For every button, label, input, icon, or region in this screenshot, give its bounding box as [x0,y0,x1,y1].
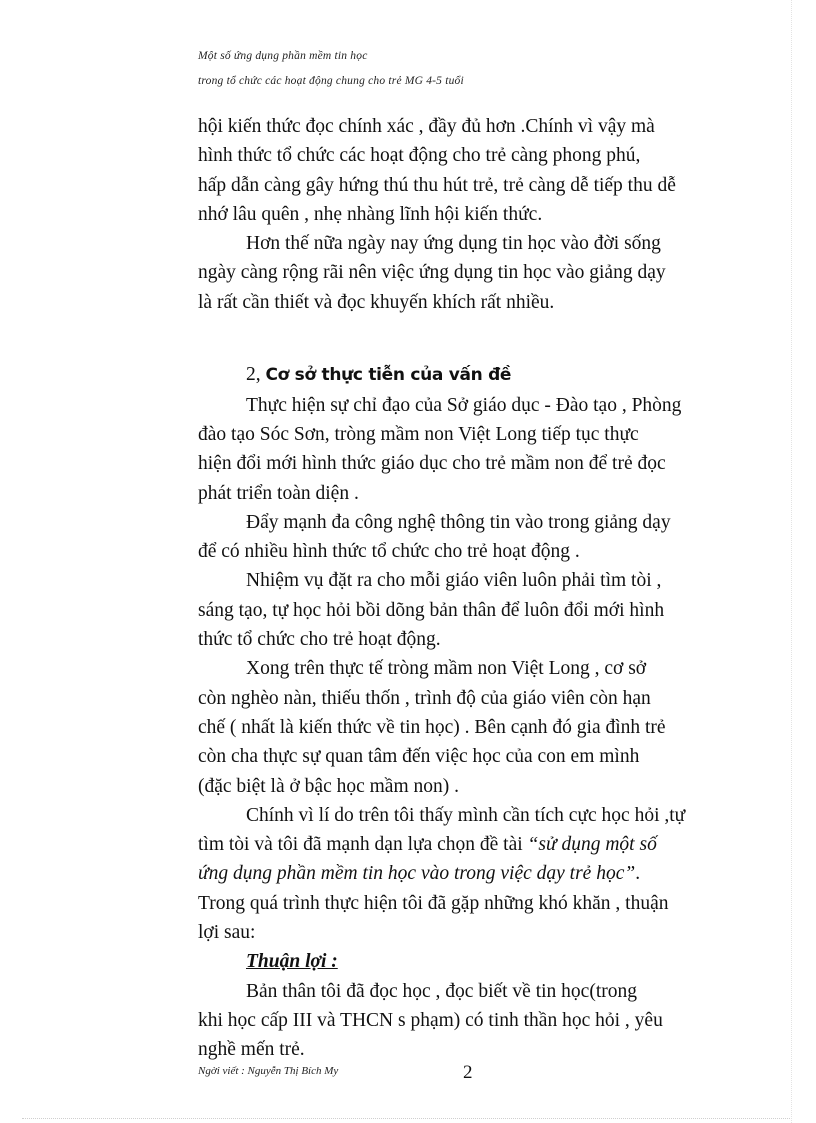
advantages-heading: Thuận lợi : [246,951,338,973]
text-line: để có nhiều hình thức tổ chức cho trẻ hoạt động . [198,541,580,563]
topic-title-quote: ứng dụng phần mềm tin học vào trong việc dạy trẻ học” [198,863,636,885]
text-line: Trong quá trình thực hiện tôi đã gặp những khó khăn , thuận [198,892,669,914]
document-body [198,112,748,1065]
text-line: đào tạo Sóc Sơn, tròng mầm non Việt Long tiếp tục thực [198,423,639,445]
text-line: khi học cấp III và THCN s phạm) có tinh thần học hỏi , yêu [198,1009,663,1031]
section-title: Cơ sở thực tiễn của vấn đề [265,365,512,386]
page-bottom-edge [22,1118,792,1119]
text-line: nhớ lâu quên , nhẹ nhàng lĩnh hội kiến thức. [198,203,543,225]
section-number: 2, [246,364,261,386]
text-run: . [635,863,641,885]
text-line: thức tổ chức cho trẻ hoạt động. [198,629,441,651]
text-line: hội kiến thức đọc chính xác , đầy đủ hơn .Chính vì vậy mà [198,116,655,137]
text-line: Xong trên thực tế tròng mầm non Việt Long , cơ sở [246,658,647,680]
text-line: nghề mến trẻ. [198,1039,305,1061]
text-line: hình thức tổ chức các hoạt động cho trẻ càng phong phú, [198,145,641,167]
text-line: còn nghèo nàn, thiếu thốn , trình độ của giáo viên còn hạn [198,687,651,709]
text-line: Bản thân tôi đã đọc học , đọc biết về tin học(trong [246,980,637,1002]
text-line [198,859,748,888]
text-line [198,830,748,859]
text-line: lợi sau: [198,922,256,944]
text-line: còn cha thực sự quan tâm đến việc học của con em mình [198,746,640,768]
header-line-2: trong tổ chức các hoạt động chung cho trẻ MG 4-5 tuổi [198,75,464,87]
text-line: sáng tạo, tự học hỏi bồi dõng bản thân để luôn đổi mới hình [198,599,665,621]
page-number: 2 [463,1062,473,1083]
section-heading [198,360,748,390]
text-run: tìm tòi và tôi đã mạnh dạn lựa chọn đề tài [198,834,528,856]
text-line: Chính vì lí do trên tôi thấy mình cần tích cực học hỏi ,tự [246,804,686,826]
topic-title-quote: “sử dụng một số [527,834,657,856]
text-line: ngày càng rộng rãi nên việc ứng dụng tin học vào giảng dạy [198,262,666,284]
text-line: là rất cần thiết và đọc khuyến khích rất nhiều. [198,291,555,313]
text-line: phát triển toàn diện . [198,482,359,504]
text-line: (đặc biệt là ở bậc học mầm non) . [198,775,460,797]
text-line: Thực hiện sự chỉ đạo của Sở giáo dục - Đào tạo , Phòng [246,394,682,416]
text-line: hấp dẫn càng gây hứng thú thu hút trẻ, trẻ càng dễ tiếp thu dễ [198,174,676,196]
text-line: hiện đổi mới hình thức giáo dục cho trẻ mầm non để trẻ đọc [198,453,666,475]
text-line: Hơn thế nữa ngày nay ứng dụng tin học vào đời sống [246,233,661,255]
text-line: Đẩy mạnh đa công nghệ thông tin vào trong giảng dạy [246,511,671,533]
header-line-1: Một số ứng dụng phần mềm tin học [198,50,368,62]
text-line: chế ( nhất là kiến thức về tin học) . Bên cạnh đó gia đình trẻ [198,716,666,738]
footer-author: Ngời viết : Nguyễn Thị Bích My [198,1065,339,1077]
page-right-edge [791,0,792,1123]
text-line: Nhiệm vụ đặt ra cho mỗi giáo viên luôn phải tìm tòi , [246,570,662,592]
